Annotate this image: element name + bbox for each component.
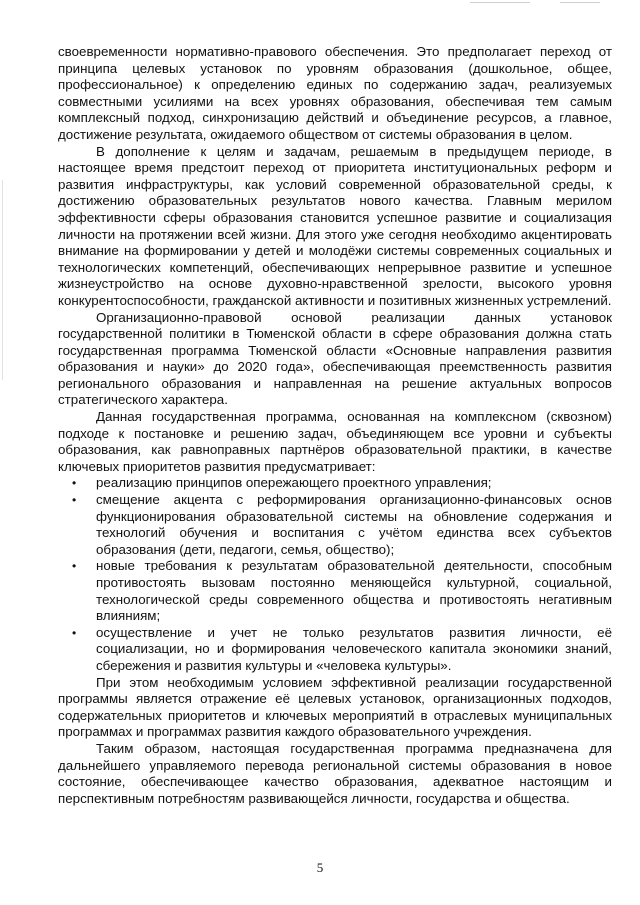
paragraph: В дополнение к целям и задачам, решаемым в предыдущем периоде, в настоящее время предстоит переход от приоритета институциональных реформ и развития инфраструктуры, как условий современной образовательной среды, к достижению образовательных результатов нового качества. Главным мерилом эффективности сферы образования становится успешное развитие и социализация личности на протяжении всей жизни. Для этого уже сегодня необходимо акцентировать внимание на формировании у детей и молодёжи системы современных социальных и технологических компетенций, обеспечивающих непрерывное развитие и успешное жизнеустройство на основе духовно-нравственной зрелости, высокого уровня конкурентоспособности, гражданской активности и позитивных жизненных устремлений. [58, 143, 612, 308]
list-item-text: новые требования к результатам образовательной деятельности, способным противостоять вызовам постоянно меняющейся культурной, социальной, технологической среды современного общества и противостоять негативным влияниям; [96, 558, 612, 624]
bullet-icon: • [72, 625, 77, 640]
list-item [72, 624, 612, 675]
paragraph: своевременности нормативно-правового обеспечения. Это предполагает переход от принципа целевых установок по уровням образования (дошкольное, общее, профессиональное) к определению единых по содержанию задач, реализуемых совместными усилиями на всех уровнях образования, обеспечивая тем самым комплексный подход, синхронизацию действий и объединение ресурсов, а главное, достижение результата, ожидаемого обществом от системы образования в целом. [58, 44, 612, 142]
list-item [72, 558, 612, 624]
scan-artifact [2, 180, 3, 380]
paragraph: При этом необходимым условием эффективной реализации государственной программы является отражение её целевых установок, организационных подходов, содержательных приоритетов и ключевых мероприятий в отраслевых муниципальных программах и программах развития каждого образовательного учреждения. [58, 674, 612, 740]
list-item-text: реализацию принципов опережающего проектного управления; [96, 475, 492, 491]
page-number: 5 [316, 860, 324, 875]
scan-artifact [560, 2, 600, 3]
list-item [72, 492, 612, 558]
paragraph: Организационно-правовой основой реализации данных установок государственной политики в Тюменской области в сфере образования должна стать государственная программа Тюменской области «Основные направления развития образования и науки» до 2020 года», обеспечивающая преемственность развития регионального образования и направленная на решение актуальных вопросов стратегического характера. [58, 309, 612, 408]
paragraph: Таким образом, настоящая государственная программа предназначена для дальнейшего управляемого перевода региональной системы образования в новое состояние, обеспечивающее качество образования, адекватное настоящим и перспективным потребностям развивающейся личности, государства и общества. [58, 740, 612, 806]
priority-list [58, 475, 612, 674]
bullet-icon: • [72, 493, 77, 508]
bullet-icon: • [72, 476, 77, 491]
paragraph: Данная государственная программа, основанная на комплексном (сквозном) подходе к постановке и решению задач, объединяющем все уровни и субъекты образования, как равноправных партнёров образовательной практики, в качестве ключевых приоритетов развития предусматривает: [58, 409, 612, 474]
list-item-text: осуществление и учет не только результатов развития личности, её социализации, но и формирования человеческого капитала экономики знаний, сбережения и развития культуры и «человека культуры». [96, 624, 612, 673]
document-body [58, 44, 612, 807]
scan-artifact [470, 2, 530, 3]
list-item [72, 475, 612, 492]
list-item-text: смещение акцента с реформирования организационно-финансовых основ функционирования образовательной системы на обновление содержания и технологий обучения и воспитания с учётом единства всех субъектов образования (дети, педагоги, семья, общество); [96, 492, 612, 557]
bullet-icon: • [72, 559, 77, 574]
